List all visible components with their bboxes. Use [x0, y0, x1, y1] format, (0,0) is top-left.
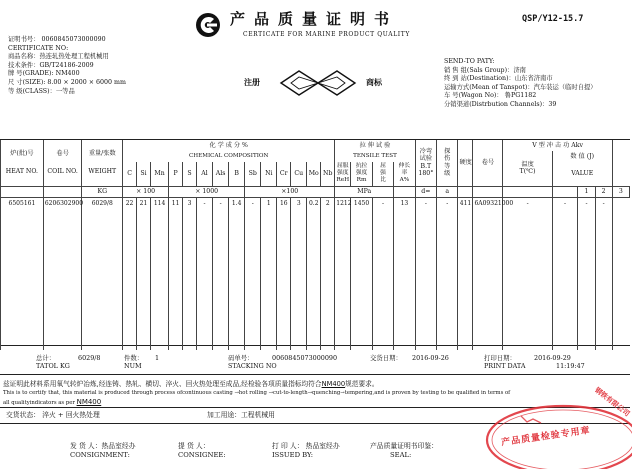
tensile-header [335, 140, 415, 151]
statement-cn-text: 规范要求。 [345, 380, 379, 388]
element-header: Als [213, 162, 229, 186]
cell-cu: 3 [291, 197, 307, 209]
unit-d: d= [415, 186, 436, 197]
cell-mo: 0.2 [307, 197, 321, 209]
tensile-label: 抗拉 [355, 163, 368, 170]
coil2-header: 卷号 [473, 140, 503, 186]
yield-header [335, 162, 351, 186]
impact-value-en: VALUE [552, 162, 612, 186]
cell-v3: - [595, 197, 612, 209]
info-line: CERTIFICATE NO: [8, 44, 69, 52]
issued-cn: 打 印 人： 热品室经办 [272, 442, 340, 450]
unit-kg: KG [82, 186, 123, 197]
unit-chem3: ×100 [245, 186, 335, 197]
pieces-cn: 件数： [124, 354, 144, 362]
trademark-label: 商标 [366, 78, 382, 87]
stacking-label [228, 355, 277, 370]
yield-label: ReH [336, 177, 350, 184]
info-line: 销 售 组(Sals Group)：济南 [444, 66, 526, 74]
tensile-label: 强度 [355, 170, 368, 177]
stacking-value: 0060845073000090 [272, 354, 338, 362]
consignment [70, 442, 136, 460]
flaw-label: 等 [444, 162, 451, 170]
issued-en: ISSUED BY: [272, 451, 313, 459]
print-date-en: PRINT DATA [484, 361, 526, 370]
cell-tensile: 1450 [351, 197, 372, 209]
company-logo [195, 12, 221, 38]
yield-label: 屈服 [337, 163, 349, 170]
seal-en: SEAL: [390, 451, 412, 459]
print-date-value [534, 355, 585, 370]
unit-cell [473, 186, 503, 197]
cell-heat: 6505161 [1, 197, 44, 209]
tensile-cn: 拉 伸 试 验 [359, 141, 391, 149]
element-header: Al [196, 162, 212, 186]
shipping-info [444, 58, 597, 110]
consignee [178, 442, 226, 460]
delivery-state: 交货状态： 淬火 + 回火热处理 [6, 411, 100, 419]
total-cn: 总计： [36, 354, 56, 362]
print-time: 11:19:47 [556, 361, 585, 370]
cell-coil2: 6A09321000 [473, 197, 503, 209]
info-line: 商品名称：热连轧热处理工程机械用 [8, 53, 109, 61]
ratio-header [372, 162, 393, 186]
bend-label: 试验 [419, 155, 433, 163]
flaw-header [437, 140, 458, 186]
tensile-en: TENSILE TEST [335, 151, 415, 162]
unit-chem2: × 1000 [169, 186, 245, 197]
element-header: Cu [291, 162, 307, 186]
cell-yield: 1212 [335, 197, 351, 209]
cell-b: 1.4 [229, 197, 245, 209]
statement-cn [3, 380, 510, 389]
issued-by [272, 442, 340, 460]
cell-hardness: 411 [458, 197, 473, 209]
statement-cn-text: 兹证明此材料系用氧气转炉冶炼,经连铸、热轧、横切、淬火、回火热处理至成品,经检验各项质量指标均符合 [3, 380, 322, 388]
elongation-header [394, 162, 415, 186]
cell-sb: - [245, 197, 261, 209]
cell-weight: 6029/8 [82, 197, 123, 209]
cell-cr: 16 [277, 197, 291, 209]
unit-a: a [437, 186, 458, 197]
statement-en: This is to certify that, this material is produced through process ofcontinuous casting →hot rolling →cut-to-length→quenching→tempering,and is proven by testing to be qualified in terms of [3, 390, 511, 396]
print-date-label [484, 355, 525, 370]
ratio-label: 比 [380, 177, 386, 184]
info-line: 技术条件：GB/T24186-2009 [8, 61, 94, 69]
flaw-label: 级 [444, 170, 451, 178]
ratio-label: 屈 [380, 163, 386, 170]
info-line: SEND-TO PATY: [444, 58, 495, 65]
stamp-text: 产品质量检验专用章 [500, 425, 592, 449]
impact-header: V 型 冲 击 功 Akv [503, 140, 612, 151]
info-line: 运输方式(Mean of Tanspot)：汽车装运（临时自提） [444, 83, 597, 91]
coil-no-header [43, 140, 82, 186]
chemical-header [123, 140, 335, 151]
cell-ni: 1 [261, 197, 277, 209]
info-line: 终 到 站(Destination)：山东省济南市 [444, 75, 553, 83]
test-results-table [0, 140, 630, 350]
unit-cell [552, 186, 578, 197]
weight-header [82, 140, 123, 186]
consignment-cn: 发 货 人：热品室经办 [70, 442, 136, 450]
heat-no-header [1, 140, 44, 186]
temp-label: T(℃) [519, 168, 536, 176]
bend-label: B.T [420, 162, 432, 170]
total-label [36, 355, 70, 370]
weight-cn: 重量/张数 [88, 150, 116, 158]
element-header: P [169, 162, 183, 186]
ratio-label: 强 [380, 170, 386, 177]
cell-nb: 2 [321, 197, 335, 209]
print-date-cn: 打印日期： [484, 354, 516, 362]
info-line: 牌 号(GRADE): NM400 [8, 70, 80, 78]
tensile-strength-header [351, 162, 372, 186]
cell-flaw: - [437, 197, 458, 209]
cell-v1: - [552, 197, 578, 209]
bend-label: 180° [418, 170, 434, 178]
impact-value-cn: 数 值 (J) [552, 151, 612, 162]
elong-label: A% [399, 177, 410, 184]
cell-elong: 13 [394, 197, 415, 209]
stacking-cn: 码单号： [228, 354, 254, 362]
trademark-icon [277, 69, 359, 97]
elong-label: 伸长 [398, 163, 411, 170]
info-line: 车 号(Wagon No)： 鲁PG1182 [444, 92, 537, 100]
unit-chem1: × 100 [123, 186, 169, 197]
seal-label [370, 442, 438, 460]
chemical-cn: 化 学 成 分 % [209, 141, 248, 149]
unit-cell [1, 186, 44, 197]
pieces-label [124, 355, 143, 370]
statement-en-line2 [3, 398, 510, 408]
cell-s: 3 [183, 197, 197, 209]
impact-col: 1 [578, 186, 595, 197]
element-header: Nb [321, 162, 335, 186]
cell-temp: - [503, 197, 552, 209]
statement-grade: NM400 [321, 380, 346, 388]
total-value: 6029/8 [78, 354, 101, 362]
coil-no-en: COIL NO. [47, 167, 78, 175]
table-row [1, 197, 630, 209]
element-header: Si [137, 162, 151, 186]
product-info [8, 36, 126, 96]
consignee-cn: 提 货 人： [178, 442, 210, 450]
seal-cn: 产品质量证明书印鉴： [370, 442, 438, 450]
element-header: B [229, 162, 245, 186]
flaw-label: 探 [444, 147, 451, 155]
document-code: QSP/Y12-15.7 [522, 14, 584, 24]
quality-seal-stamp [481, 385, 632, 466]
cell-mn: 114 [150, 197, 168, 209]
print-date: 2016-09-29 [534, 354, 571, 362]
divider [0, 374, 630, 375]
statement-en-text: all qualityindicators as per [3, 400, 75, 406]
flaw-label: 伤 [444, 155, 451, 163]
consignee-en: CONSIGNEE: [178, 451, 226, 459]
certificate-subtitle: CERTICATE FOR MARINE PRODUCT QUALITY [243, 31, 410, 38]
element-header: Ni [261, 162, 277, 186]
element-header: S [183, 162, 197, 186]
info-line: 尺 寸(SIZE): 8.00 × 2000 × 6000 mm [8, 78, 126, 86]
unit-mpa: MPa [335, 186, 394, 197]
cell-v2: - [578, 197, 595, 209]
impact-col: 3 [612, 186, 629, 197]
table-empty-area [1, 209, 630, 350]
heat-no-en: HEAT NO. [5, 167, 39, 175]
temp-label: 温度 [521, 160, 534, 168]
element-header: Mn [150, 162, 168, 186]
statement-grade: NM400 [76, 398, 102, 406]
coil-no-cn: 卷号 [56, 150, 69, 158]
impact-col: 2 [595, 186, 612, 197]
elong-label: 率 [401, 170, 408, 177]
element-header: C [123, 162, 137, 186]
cell-c: 22 [123, 197, 137, 209]
cell-si: 21 [137, 197, 151, 209]
info-line: 证明书号： 0060845073000090 [8, 36, 106, 43]
consignment-en: CONSIGNMENT: [70, 451, 130, 459]
temp-header [503, 151, 552, 186]
unit-cell [458, 186, 473, 197]
heat-no-cn: 炉(批)号 [10, 150, 34, 158]
delivery-date-value: 2016-09-26 [412, 354, 449, 362]
element-header: Cr [277, 162, 291, 186]
yield-label: 强度 [337, 170, 349, 177]
stamp-top-text: 钢铁有限公司 [593, 385, 632, 419]
registered-label: 注册 [244, 78, 260, 87]
unit-cell [43, 186, 82, 197]
weight-en: WEIGHT [88, 167, 117, 175]
total-en: TATOL KG [36, 361, 70, 370]
cell-p: 11 [169, 197, 183, 209]
chemical-en: CHEMICAL COMPOSITION [123, 151, 335, 162]
cell-ratio: - [372, 197, 393, 209]
info-line: 分销渠道(Distrbution Channels)：39 [444, 100, 557, 108]
hardness-header: 硬度 [458, 140, 473, 186]
cell-coil: 6206302900 [43, 197, 82, 209]
delivery-date-label: 交货日期： [370, 354, 402, 362]
info-line: 等 级(CLASS)：一等品 [8, 87, 75, 95]
cell-als: - [213, 197, 229, 209]
tensile-label: Rm [356, 177, 367, 184]
cell-bend: - [415, 197, 436, 209]
element-header: Sb [245, 162, 261, 186]
pieces-value: 1 [155, 354, 160, 362]
usage: 加工用途：工程机械用 [207, 411, 275, 419]
bend-header [415, 140, 436, 186]
element-header: Mo [307, 162, 321, 186]
stacking-en: STACKING NO [228, 361, 277, 370]
unit-cell [394, 186, 415, 197]
unit-cell [503, 186, 552, 197]
certificate-title: 产品质量证明书 [230, 10, 399, 28]
cell-al: - [196, 197, 212, 209]
bend-label: 冷弯 [419, 147, 433, 155]
certification-statement [3, 380, 510, 408]
pieces-en: NUM [124, 361, 142, 370]
